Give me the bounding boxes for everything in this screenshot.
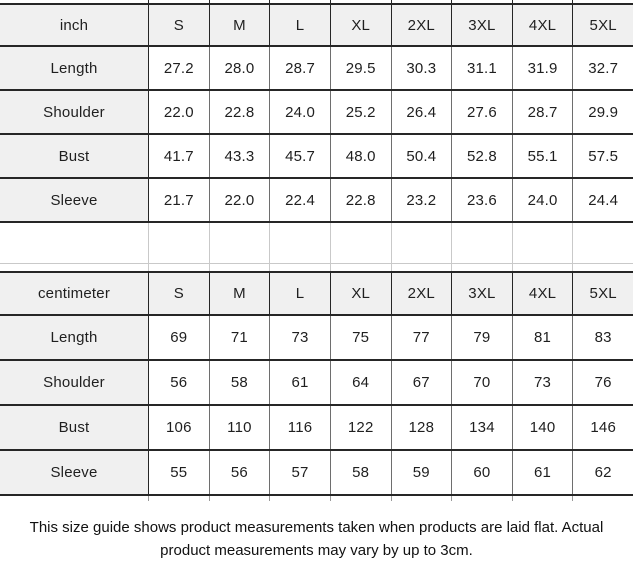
value-cell: 67: [391, 361, 452, 404]
grid-cell: [512, 496, 573, 501]
grid-cell: [209, 223, 270, 263]
table-row: [0, 451, 633, 496]
value-cell: 59: [391, 451, 452, 494]
col-header: S: [148, 5, 209, 45]
value-cell: 28.7: [269, 47, 330, 89]
col-header: 4XL: [512, 273, 573, 314]
value-cell: 32.7: [572, 47, 633, 89]
unit-label: inch: [0, 5, 148, 45]
table-row: [0, 179, 633, 223]
value-cell: 122: [330, 406, 391, 449]
grid-cell: [391, 223, 452, 263]
value-cell: 21.7: [148, 179, 209, 221]
value-cell: 58: [330, 451, 391, 494]
row-label: Bust: [0, 135, 148, 177]
row-label: Sleeve: [0, 451, 148, 494]
value-cell: 30.3: [391, 47, 452, 89]
col-header: L: [269, 273, 330, 314]
value-cell: 58: [209, 361, 270, 404]
grid-cell: [451, 496, 512, 501]
col-header: XL: [330, 273, 391, 314]
grid-cell: [209, 496, 270, 501]
grid-cell: [269, 496, 330, 501]
value-cell: 62: [572, 451, 633, 494]
value-cell: 28.7: [512, 91, 573, 133]
value-cell: 73: [512, 361, 573, 404]
grid-cell: [391, 496, 452, 501]
gridline-ticks-bottom: [0, 496, 633, 501]
value-cell: 29.5: [330, 47, 391, 89]
grid-cell: [572, 496, 633, 501]
grid-cell: [148, 496, 209, 501]
value-cell: 55.1: [512, 135, 573, 177]
value-cell: 22.4: [269, 179, 330, 221]
grid-cell: [451, 223, 512, 263]
col-header: S: [148, 273, 209, 314]
grid-cell: [330, 496, 391, 501]
col-header: 2XL: [391, 5, 452, 45]
value-cell: 73: [269, 316, 330, 359]
value-cell: 24.4: [572, 179, 633, 221]
value-cell: 41.7: [148, 135, 209, 177]
grid-cell: [0, 496, 148, 501]
size-table-centimeter: [0, 271, 633, 496]
row-label: Length: [0, 316, 148, 359]
table-row: [0, 406, 633, 451]
grid-cell: [451, 264, 512, 271]
row-label: Length: [0, 47, 148, 89]
value-cell: 26.4: [391, 91, 452, 133]
value-cell: 23.2: [391, 179, 452, 221]
value-cell: 31.1: [451, 47, 512, 89]
value-cell: 31.9: [512, 47, 573, 89]
value-cell: 75: [330, 316, 391, 359]
grid-cell: [572, 264, 633, 271]
value-cell: 146: [572, 406, 633, 449]
gridline-ticks-top: [0, 0, 633, 3]
col-header: 5XL: [572, 273, 633, 314]
col-header: 4XL: [512, 5, 573, 45]
value-cell: 60: [451, 451, 512, 494]
value-cell: 48.0: [330, 135, 391, 177]
value-cell: 140: [512, 406, 573, 449]
grid-cell: [209, 0, 270, 3]
col-header: L: [269, 5, 330, 45]
value-cell: 70: [451, 361, 512, 404]
value-cell: 22.0: [148, 91, 209, 133]
table-row: [0, 361, 633, 406]
value-cell: 55: [148, 451, 209, 494]
footer-note-section: [0, 501, 633, 562]
grid-cell: [269, 0, 330, 3]
value-cell: 27.2: [148, 47, 209, 89]
grid-cell: [330, 264, 391, 271]
col-header: M: [209, 5, 270, 45]
value-cell: 79: [451, 316, 512, 359]
grid-cell: [330, 223, 391, 263]
value-cell: 29.9: [572, 91, 633, 133]
empty-grid-row: [0, 263, 633, 271]
value-cell: 50.4: [391, 135, 452, 177]
empty-grid-row: [0, 223, 633, 263]
grid-cell: [512, 0, 573, 3]
value-cell: 22.8: [330, 179, 391, 221]
grid-cell: [451, 0, 512, 3]
value-cell: 76: [572, 361, 633, 404]
size-guide-note: This size guide shows product measurements taken when products are laid flat. Actual product measurements may vary by up to 3cm.: [29, 519, 604, 559]
value-cell: 57: [269, 451, 330, 494]
value-cell: 27.6: [451, 91, 512, 133]
grid-cell: [148, 223, 209, 263]
table-row: [0, 316, 633, 361]
header-row: [0, 273, 633, 316]
value-cell: 83: [572, 316, 633, 359]
value-cell: 134: [451, 406, 512, 449]
table-row: [0, 47, 633, 91]
value-cell: 45.7: [269, 135, 330, 177]
value-cell: 116: [269, 406, 330, 449]
col-header: 5XL: [572, 5, 633, 45]
grid-cell: [269, 223, 330, 263]
value-cell: 106: [148, 406, 209, 449]
grid-cell: [209, 264, 270, 271]
grid-cell: [572, 223, 633, 263]
value-cell: 128: [391, 406, 452, 449]
col-header: M: [209, 273, 270, 314]
row-label: Shoulder: [0, 91, 148, 133]
value-cell: 61: [269, 361, 330, 404]
value-cell: 52.8: [451, 135, 512, 177]
col-header: XL: [330, 5, 391, 45]
value-cell: 56: [209, 451, 270, 494]
value-cell: 28.0: [209, 47, 270, 89]
grid-cell: [330, 0, 391, 3]
value-cell: 71: [209, 316, 270, 359]
col-header: 2XL: [391, 273, 452, 314]
grid-cell: [512, 223, 573, 263]
grid-cell: [391, 0, 452, 3]
unit-label: centimeter: [0, 273, 148, 314]
grid-cell: [512, 264, 573, 271]
value-cell: 110: [209, 406, 270, 449]
value-cell: 61: [512, 451, 573, 494]
row-label: Bust: [0, 406, 148, 449]
table-row: [0, 135, 633, 179]
col-header: 3XL: [451, 5, 512, 45]
value-cell: 64: [330, 361, 391, 404]
value-cell: 57.5: [572, 135, 633, 177]
grid-cell: [0, 0, 148, 3]
value-cell: 81: [512, 316, 573, 359]
grid-cell: [269, 264, 330, 271]
value-cell: 24.0: [512, 179, 573, 221]
value-cell: 22.8: [209, 91, 270, 133]
header-row: [0, 5, 633, 47]
grid-cell: [572, 0, 633, 3]
value-cell: 69: [148, 316, 209, 359]
grid-cell: [391, 264, 452, 271]
value-cell: 56: [148, 361, 209, 404]
table-row: [0, 91, 633, 135]
value-cell: 24.0: [269, 91, 330, 133]
row-label: Shoulder: [0, 361, 148, 404]
value-cell: 77: [391, 316, 452, 359]
value-cell: 22.0: [209, 179, 270, 221]
value-cell: 23.6: [451, 179, 512, 221]
row-label: Sleeve: [0, 179, 148, 221]
value-cell: 25.2: [330, 91, 391, 133]
value-cell: 43.3: [209, 135, 270, 177]
grid-cell: [0, 223, 148, 263]
grid-cell: [0, 264, 148, 271]
grid-cell: [148, 0, 209, 3]
size-table-inch: [0, 3, 633, 223]
grid-cell: [148, 264, 209, 271]
col-header: 3XL: [451, 273, 512, 314]
